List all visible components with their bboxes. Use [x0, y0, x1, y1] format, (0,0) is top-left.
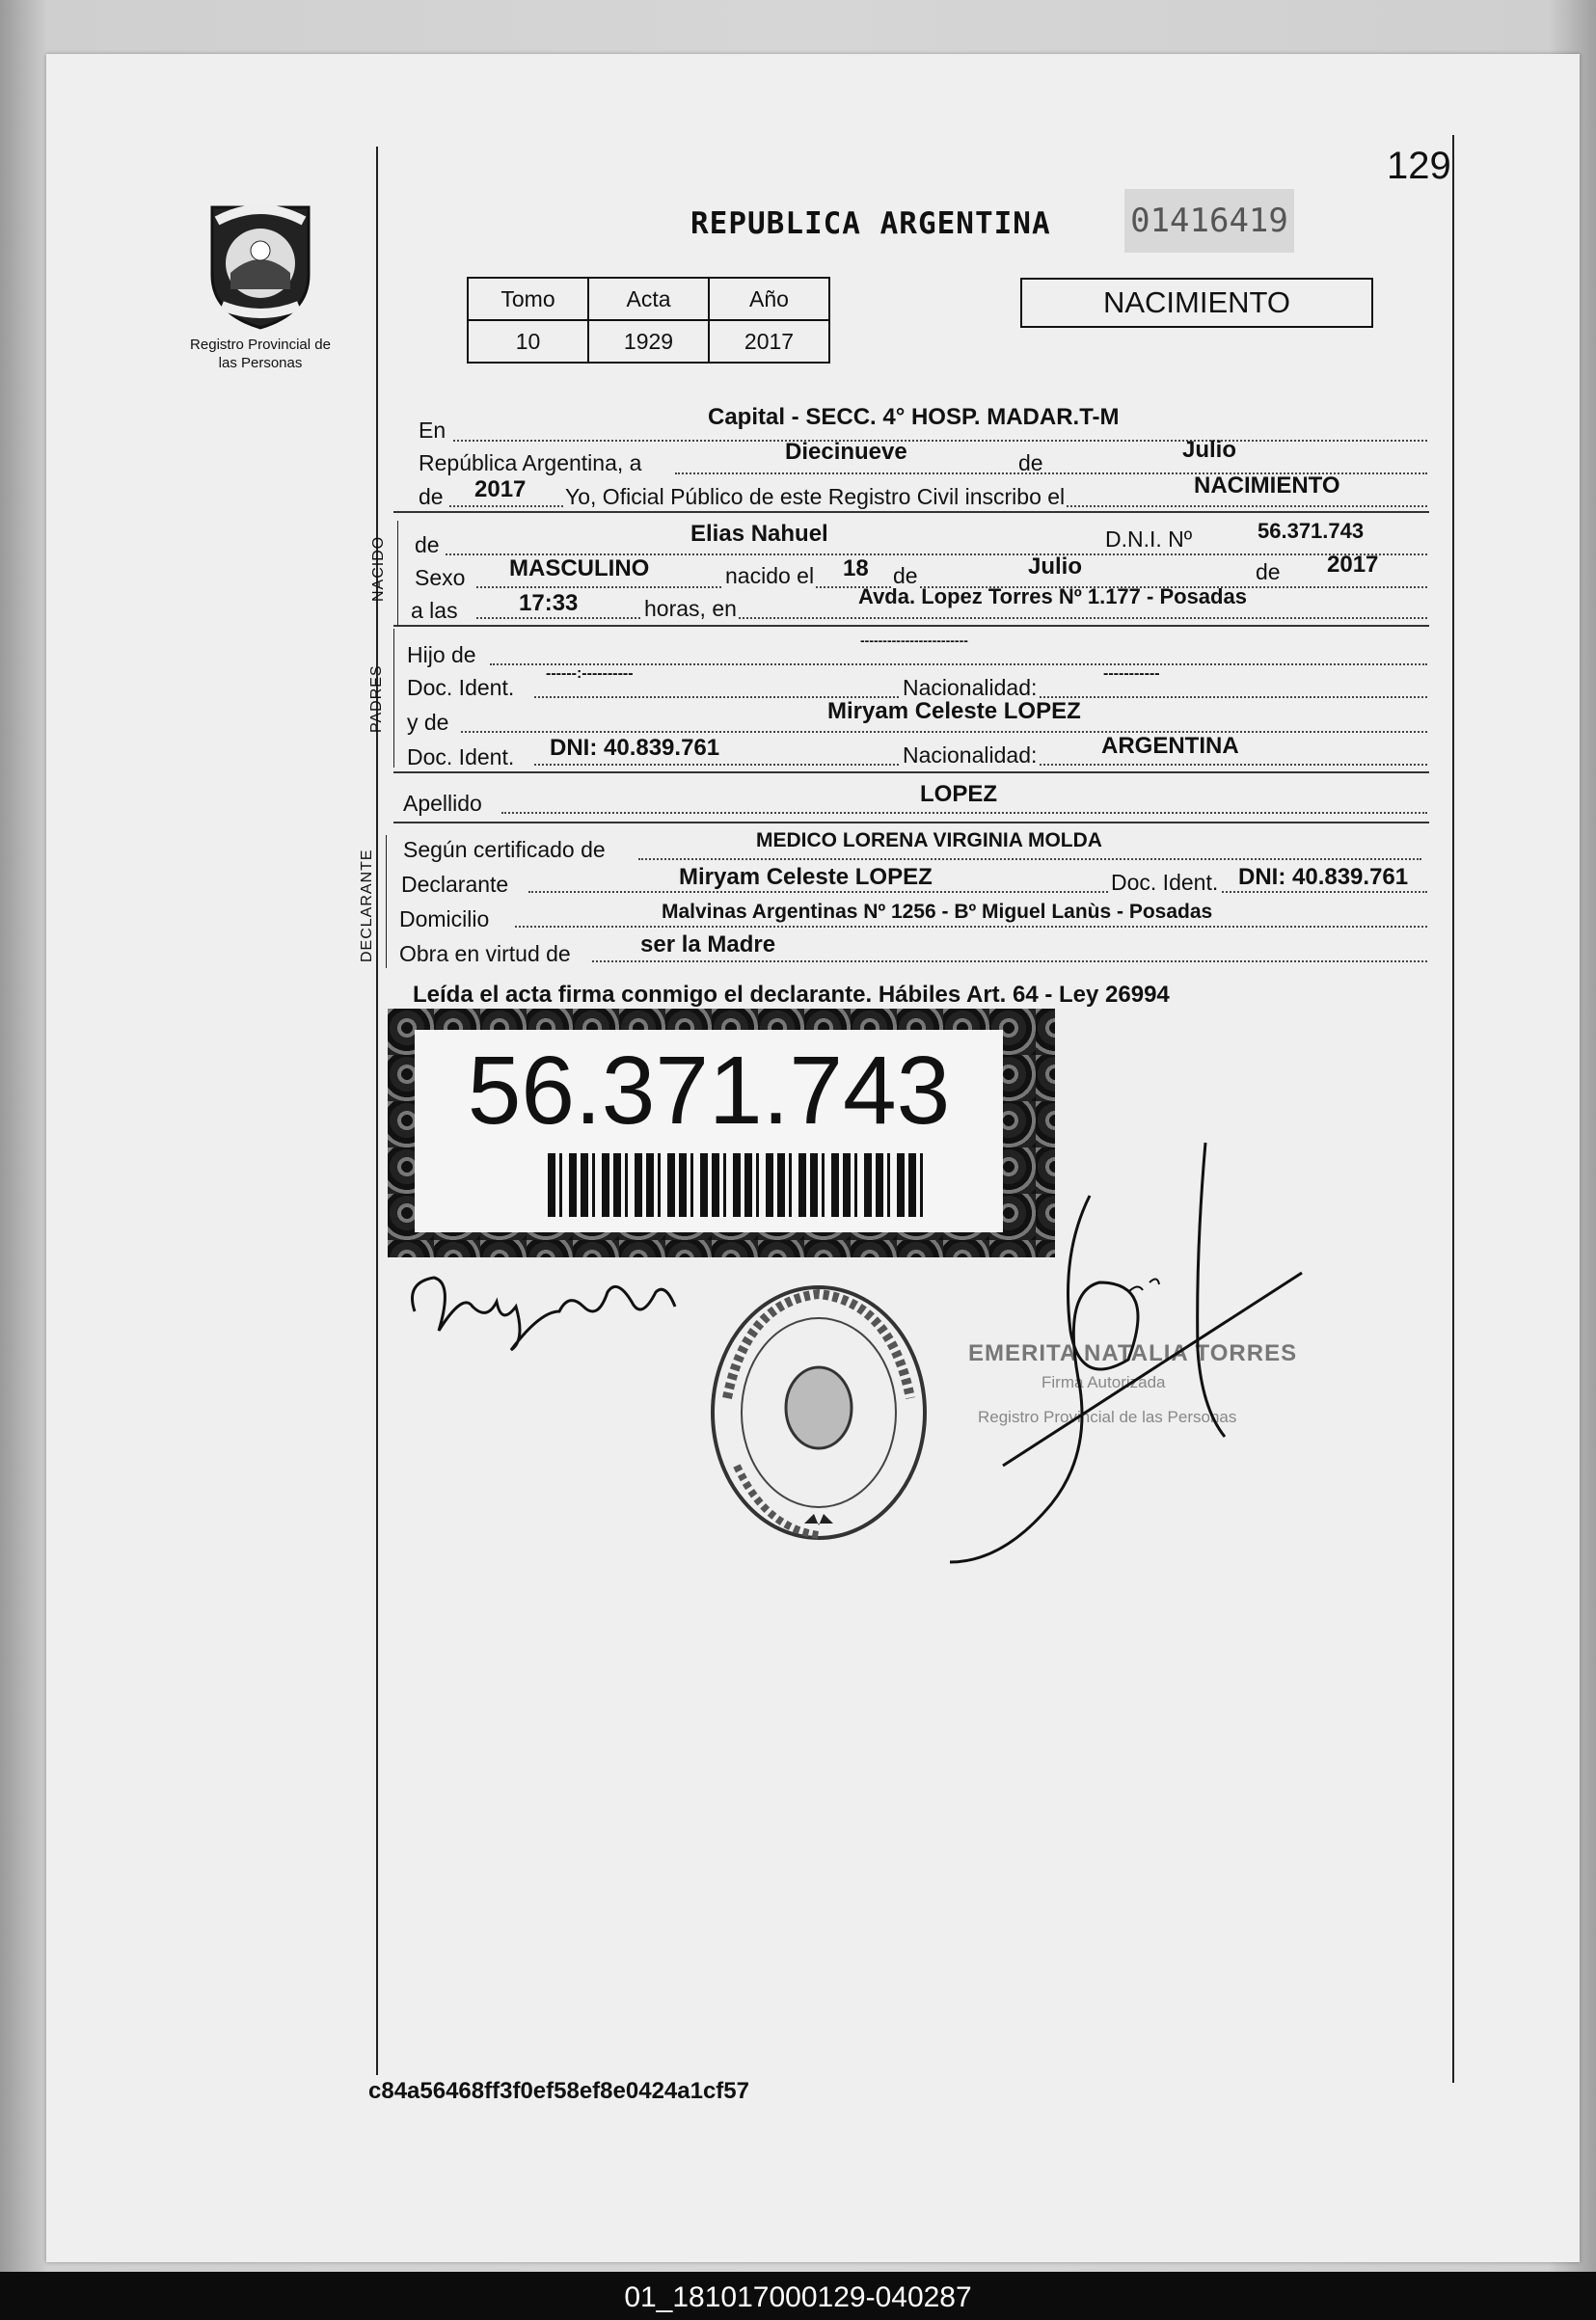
page-title: REPUBLICA ARGENTINA [690, 206, 1051, 241]
divider [393, 511, 1429, 513]
table-header: Acta [588, 278, 709, 320]
birth-place: Avda. Lopez Torres Nº 1.177 - Posadas [858, 584, 1247, 608]
serial-number: 01416419 [1124, 189, 1294, 253]
de-label: de [893, 563, 918, 588]
dni-label: D.N.I. Nº [1105, 526, 1193, 552]
month-value: Julio [1182, 437, 1237, 463]
sticker-number: 56.371.743 [467, 1037, 951, 1145]
father-value: ------------------------ [860, 633, 968, 648]
cert-label: Según certificado de [403, 837, 606, 862]
dotted-line [476, 617, 1427, 619]
officer-stamp-sub: Registro Provincial de las Personas [978, 1408, 1237, 1426]
nacido-el-label: nacido el [725, 563, 815, 588]
officer-stamp-name: EMERITA NATALIA TORRES [968, 1340, 1298, 1366]
year-prefix: de [419, 484, 444, 509]
en-label: En [419, 418, 446, 443]
divider [393, 625, 1429, 627]
birth-day: 18 [843, 555, 869, 581]
table-cell: 1929 [588, 320, 709, 363]
record-table [467, 277, 830, 364]
section-label-padres: PADRES [368, 664, 385, 733]
dotted-line [501, 812, 1427, 814]
dotted-line [528, 891, 1427, 893]
right-border [1452, 135, 1454, 2083]
birth-month: Julio [1028, 553, 1083, 580]
nacido-de-label: de [415, 532, 440, 557]
doc-ident-label: Doc. Ident. [407, 744, 515, 769]
father-doc: ------:---------- [546, 665, 634, 682]
dotted-line [515, 926, 1427, 928]
table-cell: 2017 [709, 320, 829, 363]
horas-en-label: horas, en [644, 596, 737, 621]
section-label-nacido: NACIDO [370, 535, 387, 602]
dotted-line [592, 960, 1427, 962]
coat-of-arms-icon [198, 198, 323, 333]
section-divider [386, 835, 387, 968]
official-seal-icon [708, 1282, 930, 1543]
a-las-label: a las [411, 598, 458, 623]
year-value: 2017 [474, 476, 527, 502]
apellido-value: LOPEZ [920, 781, 998, 807]
child-name: Elias Nahuel [690, 521, 828, 547]
scan-code: 01_181017000129-040287 [624, 2281, 972, 2313]
doc-ident-label: Doc. Ident. [1111, 870, 1219, 895]
officer-signature-icon [945, 1138, 1312, 1572]
de-label: de [1018, 450, 1043, 475]
table-header: Año [709, 278, 829, 320]
scan-footer [0, 2272, 1596, 2320]
dotted-line [638, 858, 1421, 860]
declarante-label: Declarante [401, 872, 509, 897]
closing-legend: Leída el acta firma conmigo el declarante. Hábiles Art. 64 - Ley 26994 [413, 982, 1170, 1008]
dotted-line [461, 731, 1427, 733]
record-type: NACIMIENTO [1020, 278, 1373, 328]
nacionalidad-label: Nacionalidad: [903, 675, 1038, 700]
section-label-declarante: DECLARANTE [359, 849, 375, 962]
domicilio-value: Malvinas Argentinas Nº 1256 - Bº Miguel Lanùs - Posadas [662, 901, 1213, 923]
mother-nationality: ARGENTINA [1101, 733, 1239, 759]
divider [393, 822, 1429, 823]
domicilio-label: Domicilio [399, 906, 490, 931]
table-cell: 10 [468, 320, 588, 363]
section-divider [397, 521, 398, 625]
divider [393, 771, 1429, 773]
table-header: Tomo [468, 278, 588, 320]
barcode-icon [548, 1153, 924, 1217]
apellido-label: Apellido [403, 791, 482, 816]
obra-label: Obra en virtud de [399, 941, 571, 966]
dotted-line [453, 440, 1427, 442]
nacionalidad-label: Nacionalidad: [903, 742, 1038, 768]
section-divider [393, 629, 394, 768]
sexo-label: Sexo [415, 565, 466, 590]
sticker-face [415, 1030, 1003, 1232]
document-hash: c84a56468ff3f0ef58ef8e0424a1cf57 [368, 2078, 749, 2104]
sexo-value: MASCULINO [509, 555, 650, 581]
obra-value: ser la Madre [640, 931, 776, 958]
inscribe-value: NACIMIENTO [1194, 472, 1340, 499]
republica-label: República Argentina, a [419, 450, 642, 475]
hijo-de-label: Hijo de [407, 642, 476, 667]
officer-stamp-sub: Firma Autorizada [1041, 1373, 1166, 1391]
dni-value: 56.371.743 [1258, 519, 1365, 543]
left-border [376, 147, 378, 2075]
y-de-label: y de [407, 710, 449, 735]
cert-value: MEDICO LORENA VIRGINIA MOLDA [756, 829, 1102, 851]
mother-doc: DNI: 40.839.761 [550, 735, 720, 761]
place-value: Capital - SECC. 4° HOSP. MADAR.T-M [708, 404, 1120, 430]
registry-name: Registro Provincial de las Personas [190, 337, 331, 371]
page-number: 129 [1387, 145, 1451, 187]
declarant-signature-icon [395, 1254, 685, 1360]
declarante-name: Miryam Celeste LOPEZ [679, 864, 933, 890]
doc-ident-label: Doc. Ident. [407, 675, 515, 700]
father-nationality: ----------- [1103, 665, 1160, 682]
statement-text: Yo, Oficial Público de este Registro Civil inscribo el [565, 484, 1066, 509]
declarante-doc: DNI: 40.839.761 [1238, 864, 1409, 890]
birth-hour: 17:33 [519, 590, 579, 616]
mother-name: Miryam Celeste LOPEZ [827, 698, 1081, 724]
birth-year: 2017 [1327, 552, 1379, 578]
day-value: Diecinueve [785, 439, 907, 465]
de-label: de [1256, 559, 1281, 584]
